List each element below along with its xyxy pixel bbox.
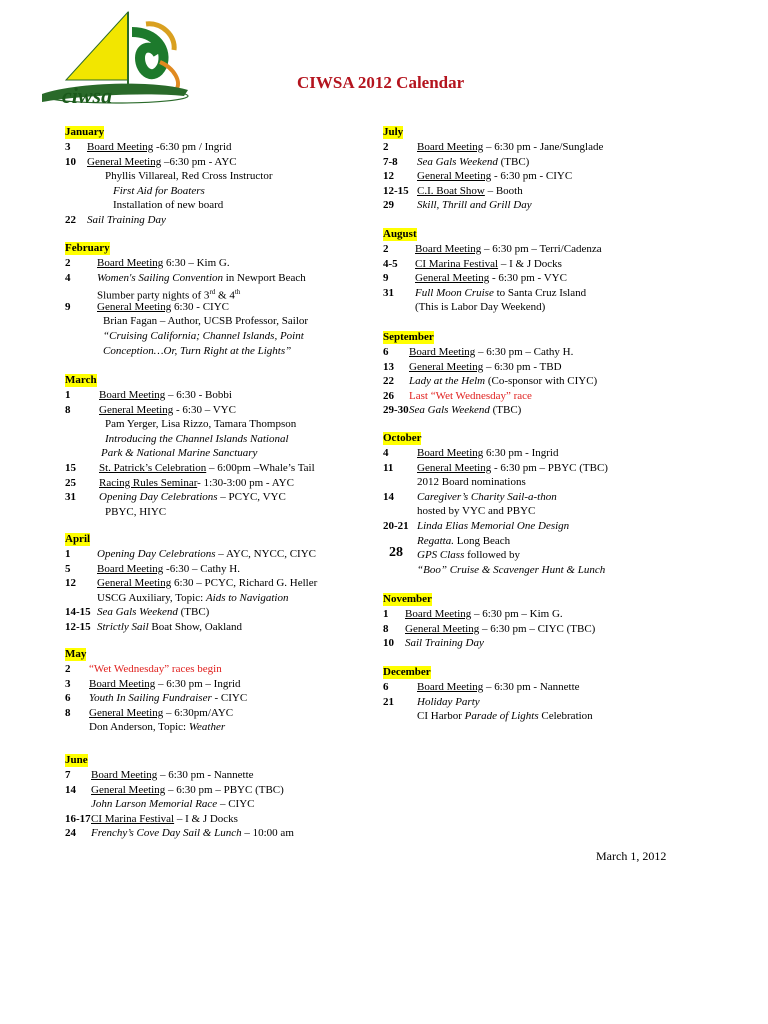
event-item: [65, 256, 425, 270]
event-item: [65, 184, 425, 198]
event-date: 31: [65, 491, 76, 504]
event-date: 4-5: [383, 257, 398, 270]
month-heading: September: [383, 331, 434, 343]
event-text: General Meeting – 6:30pm/AYC: [89, 706, 234, 719]
month-heading: April: [65, 533, 91, 545]
event-text: USCG Auxiliary, Topic: Aids to Navigation: [97, 591, 289, 604]
event-item: [383, 695, 743, 709]
event-text: Board Meeting – 6:30 - Bobbi: [99, 389, 232, 401]
event-item: [383, 446, 743, 460]
event-date: 31: [383, 286, 394, 299]
event-date: 10: [383, 637, 394, 650]
event-date: 25: [65, 476, 76, 489]
event-date: 22: [65, 214, 76, 226]
event-item: [383, 563, 743, 577]
month-december: [383, 666, 593, 723]
month-heading: March: [65, 374, 97, 386]
event-item: [65, 576, 425, 590]
event-item: [65, 591, 425, 605]
event-text: Racing Rules Seminar- 1:30-3:00 pm - AYC: [99, 476, 294, 489]
event-date: 2: [383, 141, 389, 153]
event-item: [65, 826, 425, 840]
event-item: [383, 490, 743, 504]
event-item: [383, 345, 743, 359]
month-june: [65, 754, 294, 840]
event-date: 10: [65, 155, 76, 168]
ciwsa-logo: [36, 10, 196, 106]
event-item: [65, 213, 425, 227]
month-july: [383, 126, 604, 212]
event-text: General Meeting 6:30 - CIYC: [97, 300, 229, 313]
event-date: 1: [65, 389, 71, 401]
event-date: 12: [383, 170, 394, 183]
event-item: [383, 169, 743, 183]
event-date: 8: [65, 403, 71, 416]
event-text: Board Meeting – 6:30 pm - Nannette: [91, 769, 254, 781]
event-item: [383, 155, 743, 169]
event-date: 9: [383, 272, 389, 285]
event-text: Board Meeting – 6:30 pm – Kim G.: [405, 608, 563, 620]
event-text: C.I. Boat Show – Booth: [417, 184, 523, 197]
event-item: [383, 286, 743, 300]
event-item: [65, 169, 425, 183]
event-text: Board Meeting – 6:30 pm – Cathy H.: [409, 346, 574, 358]
event-text: Sail Training Day: [87, 214, 166, 226]
event-text: Board Meeting – 6:30 pm - Jane/Sunglade: [417, 141, 604, 153]
event-date: 1: [65, 548, 71, 560]
event-text: Caregiver’s Charity Sail-a-thon: [417, 490, 557, 503]
event-item: [65, 547, 425, 561]
event-item: [65, 446, 425, 460]
month-november: [383, 593, 596, 650]
event-item: [65, 417, 425, 431]
event-item: [65, 677, 425, 691]
month-heading: June: [65, 754, 88, 766]
logo-wordmark: ciwsa: [62, 83, 113, 106]
event-item: [383, 534, 743, 548]
event-date: 8: [383, 622, 389, 635]
event-text: GPS Class followed by: [417, 549, 520, 562]
event-item: [383, 374, 743, 388]
event-text: Skill, Thrill and Grill Day: [417, 199, 532, 212]
event-item: [65, 662, 425, 676]
sailboat-logo-icon: [36, 10, 196, 106]
event-item: [65, 344, 425, 358]
event-text: Brian Fagan – Author, UCSB Professor, Sailor: [103, 315, 309, 328]
event-date: 28: [389, 545, 403, 561]
event-item: [65, 285, 425, 302]
event-text: Board Meeting – 6:30 pm – Ingrid: [89, 677, 241, 690]
event-text: “Boo” Cruise & Scavenger Hunt & Lunch: [417, 563, 606, 576]
event-item: [65, 155, 425, 169]
event-text: Youth In Sailing Fundraiser - CIYC: [89, 692, 248, 705]
event-date: 2: [383, 243, 389, 255]
event-item: [383, 257, 743, 271]
month-heading: May: [65, 648, 87, 660]
page-title: CIWSA 2012 Calendar: [297, 73, 465, 92]
event-text: Linda Elias Memorial One Design: [417, 520, 570, 532]
month-august: [383, 228, 602, 314]
event-text: Board Meeting -6:30 pm / Ingrid: [87, 141, 232, 153]
event-date: 29: [383, 199, 394, 212]
event-item: [65, 461, 425, 475]
event-item: [383, 545, 743, 562]
event-date: 3: [65, 141, 71, 153]
event-item: [65, 812, 425, 826]
event-date: 14: [383, 490, 394, 503]
month-february: [65, 242, 309, 357]
event-item: [65, 300, 425, 314]
event-text: Phyllis Villareal, Red Cross Instructor: [105, 170, 273, 183]
event-item: [383, 389, 743, 403]
event-text: General Meeting – 6:30 pm – CIYC (TBC): [405, 622, 596, 635]
event-date: 16-17: [65, 812, 91, 825]
event-date: 8: [65, 706, 71, 719]
event-text: First Aid for Boaters: [113, 184, 205, 197]
event-item: [65, 620, 425, 634]
month-march: [65, 374, 315, 518]
event-item: [65, 720, 425, 734]
event-date: 21: [383, 695, 394, 708]
event-text: CI Harbor Parade of Lights Celebration: [417, 710, 593, 723]
event-date: 12: [65, 577, 76, 590]
event-text: Sea Gals Weekend (TBC): [409, 404, 522, 417]
event-item: [383, 622, 743, 636]
event-text: Sail Training Day: [405, 637, 484, 650]
event-item: [383, 300, 743, 314]
event-text: Women's Sailing Convention in Newport Beach: [97, 271, 306, 284]
event-date: 2: [65, 257, 71, 269]
event-date: 12-15: [383, 184, 409, 197]
event-item: [65, 783, 425, 797]
event-text: General Meeting – 6:30 pm - TBD: [409, 360, 562, 373]
event-date: 9: [65, 300, 71, 313]
event-text: John Larson Memorial Race – CIYC: [91, 798, 255, 811]
event-item: [65, 329, 425, 343]
event-text: Full Moon Cruise to Santa Cruz Island: [415, 286, 587, 299]
month-heading: February: [65, 242, 110, 254]
event-date: 7-8: [383, 155, 398, 168]
event-item: [65, 198, 425, 212]
event-text: Sea Gals Weekend (TBC): [97, 606, 210, 619]
event-text: Last “Wet Wednesday” race: [409, 389, 532, 402]
event-text: General Meeting - 6:30 pm – PBYC (TBC): [417, 461, 608, 474]
event-text: (This is Labor Day Weekend): [415, 301, 546, 314]
event-date: 11: [383, 461, 394, 474]
month-april: [65, 533, 318, 633]
event-text: 2012 Board nominations: [417, 476, 526, 489]
event-date: 1: [383, 608, 389, 620]
event-date: 6: [383, 681, 389, 693]
event-item: [65, 797, 425, 811]
event-item: [383, 504, 743, 518]
event-item: [383, 680, 743, 694]
event-text: Introducing the Channel Islands National: [105, 432, 289, 445]
event-text: General Meeting - 6:30 pm - VYC: [415, 272, 567, 285]
event-text: Opening Day Celebrations – PCYC, VYC: [99, 491, 286, 504]
event-text: Frenchy’s Cove Day Sail & Lunch – 10:00 am: [91, 827, 294, 840]
event-text: “Wet Wednesday” races begin: [89, 663, 222, 675]
event-item: [65, 505, 425, 519]
event-text: Board Meeting 6:30 pm - Ingrid: [417, 447, 559, 459]
event-date: 4: [383, 447, 389, 459]
event-item: [65, 314, 425, 328]
event-date: 15: [65, 462, 76, 474]
event-text: Don Anderson, Topic: Weather: [89, 721, 226, 734]
event-text: Board Meeting 6:30 – Kim G.: [97, 257, 230, 269]
event-item: [383, 461, 743, 475]
event-date: 6: [383, 346, 389, 358]
event-date: 7: [65, 769, 71, 781]
event-item: [65, 706, 425, 720]
event-date: 20-21: [383, 520, 409, 532]
event-item: [383, 198, 743, 212]
month-heading: October: [383, 432, 422, 444]
event-text: Strictly Sail Boat Show, Oakland: [97, 621, 243, 633]
event-text: Installation of new board: [113, 199, 224, 212]
event-item: [65, 691, 425, 705]
event-item: [65, 562, 425, 576]
month-heading: July: [383, 126, 404, 138]
event-text: CI Marina Festival – I & J Docks: [415, 257, 562, 270]
month-heading: November: [383, 593, 432, 605]
month-september: [383, 331, 598, 417]
event-date: 12-15: [65, 621, 91, 633]
event-text: General Meeting - 6:30 pm - CIYC: [417, 170, 573, 183]
event-item: [65, 271, 425, 285]
event-item: [65, 403, 425, 417]
event-item: [65, 140, 425, 154]
event-text: Board Meeting -6:30 – Cathy H.: [97, 562, 240, 575]
event-item: [65, 768, 425, 782]
event-text: Park & National Marine Sanctuary: [101, 447, 258, 460]
event-text: General Meeting – 6:30 pm – PBYC (TBC): [91, 783, 284, 796]
event-item: [383, 636, 743, 650]
event-item: [65, 490, 425, 504]
event-item: [383, 403, 743, 417]
event-text: Regatta. Long Beach: [417, 534, 511, 547]
event-date: 4: [65, 271, 71, 284]
event-text: St. Patrick’s Celebration – 6:00pm –Whale’s Tail: [99, 462, 315, 474]
event-text: hosted by VYC and PBYC: [417, 505, 536, 518]
event-text: General Meeting 6:30 – PCYC, Richard G. Heller: [97, 577, 318, 590]
event-item: [383, 184, 743, 198]
event-item: [383, 709, 743, 723]
event-date: 29-30: [383, 404, 409, 417]
event-date: 2: [65, 663, 71, 675]
month-heading: January: [65, 126, 105, 138]
event-date: 5: [65, 562, 71, 575]
event-item: [383, 271, 743, 285]
document-date: March 1, 2012: [596, 849, 667, 863]
event-text: CI Marina Festival – I & J Docks: [91, 812, 238, 825]
event-text: PBYC, HIYC: [105, 505, 167, 518]
event-date: 3: [65, 677, 71, 690]
month-heading: August: [383, 228, 417, 240]
event-item: [383, 607, 743, 621]
event-item: [65, 476, 425, 490]
event-text: Board Meeting – 6:30 pm - Nannette: [417, 681, 580, 693]
event-text: General Meeting –6:30 pm - AYC: [87, 155, 237, 168]
event-text: Board Meeting – 6:30 pm – Terri/Cadenza: [415, 243, 602, 255]
event-text: Slumber party nights of 3rd & 4th: [97, 288, 241, 302]
event-date: 26: [383, 389, 394, 402]
event-item: [383, 140, 743, 154]
event-item: [65, 432, 425, 446]
month-may: [65, 648, 248, 734]
event-date: 14: [65, 783, 76, 796]
event-item: [65, 388, 425, 402]
month-january: [65, 126, 273, 226]
event-text: Lady at the Helm (Co-sponsor with CIYC): [409, 375, 598, 388]
event-text: Sea Gals Weekend (TBC): [417, 155, 530, 168]
event-text: Holiday Party: [417, 695, 480, 708]
event-item: [383, 519, 743, 533]
event-date: 24: [65, 827, 76, 840]
event-date: 6: [65, 692, 71, 705]
event-date: 14-15: [65, 606, 91, 619]
event-text: Opening Day Celebrations – AYC, NYCC, CIYC: [97, 548, 316, 560]
event-date: 13: [383, 360, 394, 373]
event-date: 22: [383, 375, 394, 388]
event-text: “Cruising California; Channel Islands, Point: [103, 330, 304, 342]
event-text: Pam Yerger, Lisa Rizzo, Tamara Thompson: [105, 418, 297, 431]
event-item: [383, 242, 743, 256]
month-heading: December: [383, 666, 431, 678]
event-text: Conception…Or, Turn Right at the Lights”: [103, 344, 292, 357]
event-text: General Meeting - 6:30 – VYC: [99, 403, 236, 416]
event-item: [65, 605, 425, 619]
event-item: [383, 360, 743, 374]
event-item: [383, 475, 743, 489]
month-october: [383, 432, 608, 576]
